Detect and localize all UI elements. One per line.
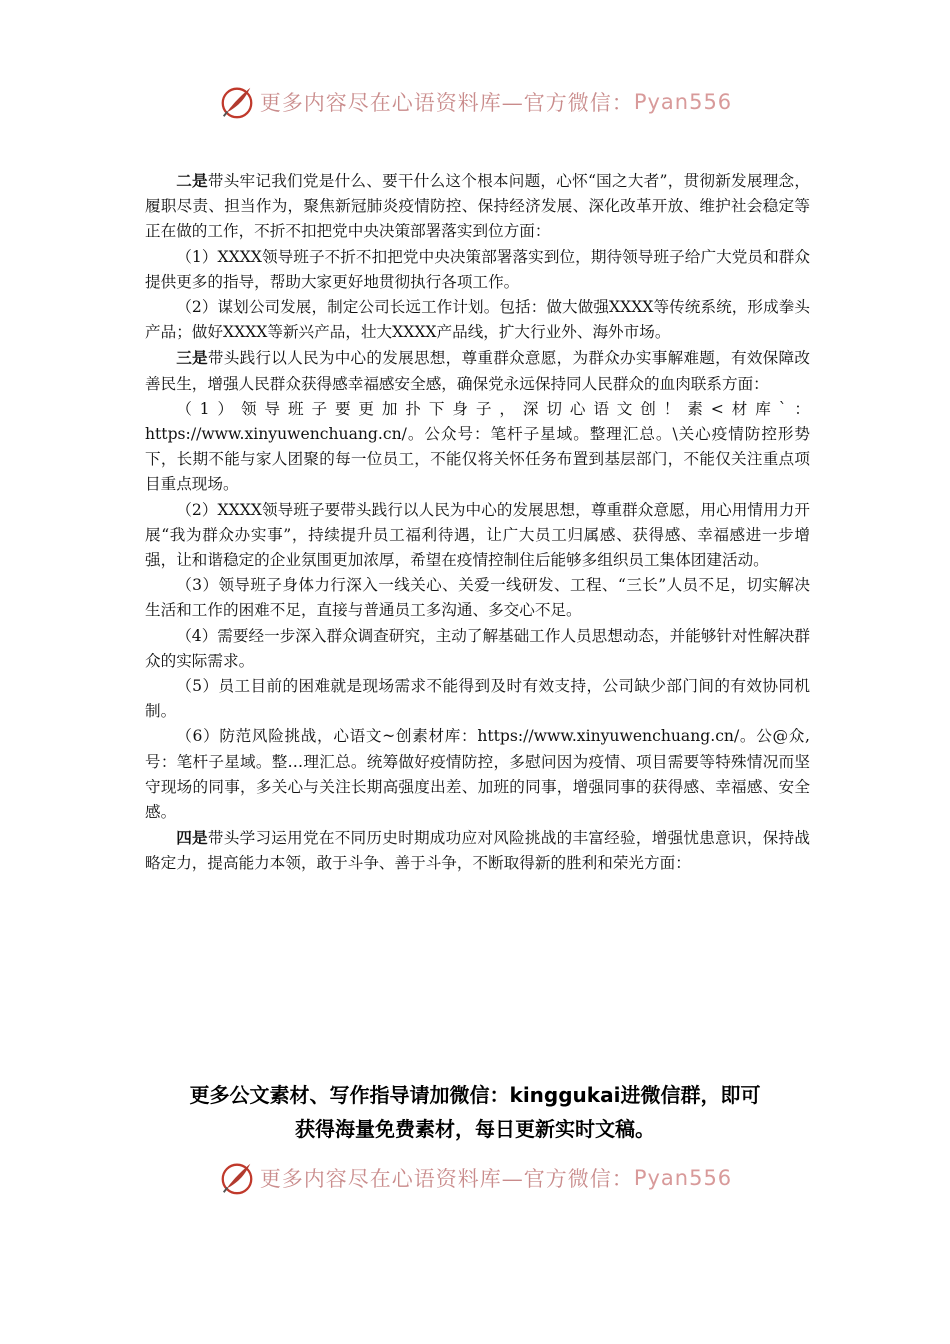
paragraph bbox=[145, 397, 810, 498]
paragraph-text: （1）XXXX领导班子不折不扣把党中央决策部署落实到位，期待领导班子给广大党员和群众提供更多的指导，帮助大家更好地贯彻执行各项工作。 bbox=[145, 247, 810, 291]
paragraph-text: （2）XXXX领导班子要带头践行以人民为中心的发展思想，尊重群众意愿，用心用情用力开展“我为群众办实事”，持续提升员工福利待遇，让广大员工归属感、获得感、幸福感进一步增强，让和谐稳定的企业氛围更加浓厚，希望在疫情控制住后能够多组织员工集体团建活动。 bbox=[145, 500, 810, 570]
paragraph bbox=[145, 674, 810, 724]
paragraph-text: （3）领导班子身体力行深入一线关心、关爱一线研发、工程、“三长”人员不足，切实解决生活和工作的困难不足，直接与普通员工多沟通、多交心不足。 bbox=[145, 576, 810, 620]
promo-line-1: 更多公文素材、写作指导请加微信：kinggukai进微信群，即可 bbox=[189, 1083, 761, 1107]
paragraph bbox=[145, 245, 810, 295]
paragraph-text: 带头践行以人民为中心的发展思想，尊重群众意愿，为群众办实事解难题，有效保障改善民生，增强人民群众获得感幸福感安全感，确保党永远保持同人民群众的血肉联系方面： bbox=[145, 349, 810, 393]
document-body bbox=[145, 168, 810, 877]
paragraph bbox=[145, 573, 810, 623]
banner-text: 更多内容尽在心语资料库—官方微信： bbox=[259, 1167, 634, 1191]
paragraph bbox=[145, 295, 810, 345]
banner-text: 更多内容尽在心语资料库—官方微信： bbox=[259, 91, 634, 115]
promo-note bbox=[100, 1078, 850, 1146]
paragraph bbox=[145, 724, 810, 825]
paragraph-text: 带头牢记我们党是什么、要干什么这个根本问题，心怀“国之大者”，贯彻新发展理念，履职尽责、担当作为，聚焦新冠肺炎疫情防控、保持经济发展、深化改革开放、维护社会稳定等正在做的工作，不折不扣把党中央决策部署落实到位方面： bbox=[145, 172, 810, 241]
paragraph-lead: 四是 bbox=[176, 828, 208, 848]
banner-wechat-id: Pyan556 bbox=[633, 1166, 733, 1190]
promo-line-2: 获得海量免费素材，每日更新实时文稿。 bbox=[295, 1117, 655, 1141]
paragraph bbox=[145, 624, 810, 674]
paragraph-text: （5）员工目前的困难就是现场需求不能得到及时有效支持，公司缺少部门间的有效协同机制。 bbox=[145, 677, 810, 721]
paragraph-lead: 三是 bbox=[176, 348, 208, 368]
quill-logo-icon bbox=[218, 1159, 256, 1197]
paragraph bbox=[145, 498, 810, 574]
header-banner bbox=[0, 80, 950, 124]
paragraph-lead: 二是 bbox=[176, 171, 208, 190]
paragraph bbox=[145, 345, 810, 396]
banner-wechat-id: Pyan556 bbox=[633, 90, 733, 114]
paragraph-text: （4）需要经一步深入群众调查研究，主动了解基础工作人员思想动态，并能够针对性解决群众的实际需求。 bbox=[145, 626, 810, 670]
footer-banner bbox=[0, 1156, 950, 1200]
paragraph bbox=[145, 825, 810, 876]
quill-logo-icon bbox=[218, 83, 256, 121]
paragraph-text: 带头学习运用党在不同历史时期成功应对风险挑战的丰富经验，增强忧患意识，保持战略定力，提高能力本领，敢于斗争、善于斗争，不断取得新的胜利和荣光方面： bbox=[145, 829, 810, 873]
paragraph-text: （6）防范风险挑战，心语文~创素材库：https://www.xinyuwenchuang.cn/。公@众,号：笔杆子星域。整…理汇总。统筹做好疫情防控，多慰问因为疫情、项目需要等特殊情况而坚守现场的同事，多关心与关注长期高强度出差、加班的同事，增强同事的获得感、幸福感、安全感。 bbox=[145, 727, 810, 822]
paragraph-text: （2）谋划公司发展，制定公司长远工作计划。包括：做大做强XXXX等传统系统，形成拳头产品；做好XXXX等新兴产品，壮大XXXX产品线，扩大行业外、海外市场。 bbox=[145, 298, 810, 342]
paragraph bbox=[145, 168, 810, 245]
paragraph-text: （1）领导班子要更加扑下身子，深切心语文创！素<材库`：https://www.xinyuwenchuang.cn/。公众号：笔杆子星域。整理汇总。\关心疫情防控形势下，长期不能与家人团聚的每一位员工，不能仅将关怀任务布置到基层部门，不能仅关注重点项目重点现场。 bbox=[145, 399, 810, 494]
